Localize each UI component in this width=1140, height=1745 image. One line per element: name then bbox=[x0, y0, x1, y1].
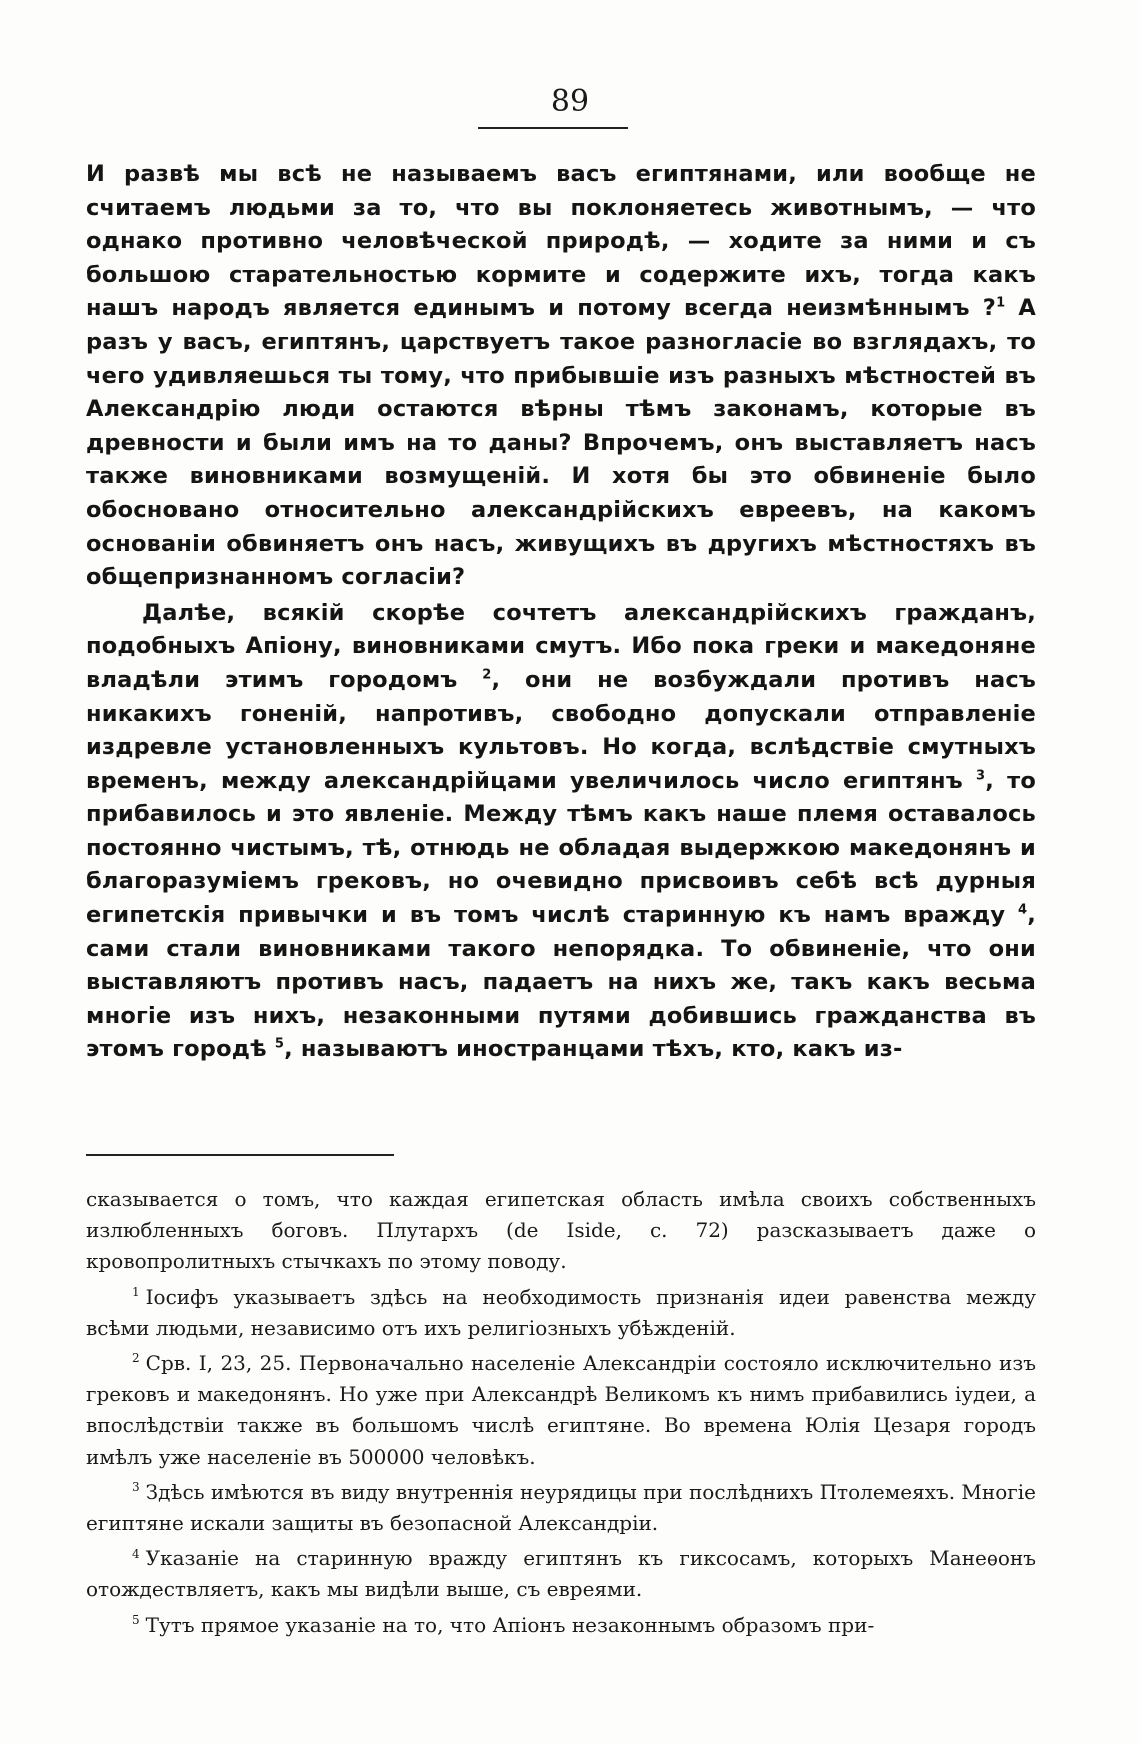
paragraph-2 bbox=[86, 597, 1036, 1067]
footnote-ref-2: 2 bbox=[482, 667, 492, 683]
footnote-ref-3: 3 bbox=[976, 768, 986, 784]
page-number: 89 bbox=[550, 84, 590, 119]
footnote-ref-1: 1 bbox=[996, 295, 1006, 311]
footnote-text: Тутъ прямое указаніе на то, что Апіонъ незаконнымъ образомъ при- bbox=[145, 1612, 875, 1637]
paragraph-1-part-a: И развѣ мы всѣ не называемъ васъ египтянами, или вообще не считаемъ людьми за то, что вы поклоняетесь животнымъ, — что однако противно человѣческой природѣ, — ходите за ними и съ большою старательностью кормите и содержите ихъ, тогда какъ нашъ народъ является единымъ и потому всегда неизмѣннымъ ? bbox=[86, 161, 1036, 322]
paragraph-2-part-e: , называютъ иностранцами тѣхъ, кто, какъ из- bbox=[284, 1036, 903, 1063]
footnote-continuation: сказывается о томъ, что каждая египетская область имѣла своихъ собственныхъ излюбленныхъ боговъ. Плутархъ (de Iside, c. 72) разсказываетъ даже о кровопролитныхъ стычкахъ по этому поводу. bbox=[86, 1187, 1036, 1274]
footnote-mark: 3 bbox=[132, 1480, 140, 1495]
footnote-mark: 5 bbox=[132, 1612, 140, 1627]
footnote-2 bbox=[86, 1348, 1036, 1473]
footnote-mark: 1 bbox=[132, 1284, 140, 1299]
footnote-ref-4: 4 bbox=[1018, 902, 1028, 918]
footnote-1 bbox=[86, 1282, 1036, 1344]
paragraph-1-part-b: А разъ у васъ, египтянъ, царствуетъ такое разногласіе во взглядахъ, то чего удивляешься ты тому, что прибывшіе изъ разныхъ мѣстностей въ Александрію люди остаются вѣрны тѣмъ законамъ, которые въ древности и были имъ на то даны? Впрочемъ, онъ выставляетъ насъ также виновниками возмущеній. И хотя бы это обвиненіе было обосновано относительно александрійскихъ евреевъ, на какомъ основаніи обвиняетъ онъ насъ, живущихъ въ другихъ мѣстностяхъ въ общепризнанномъ согласіи? bbox=[86, 295, 1036, 591]
footnote-rule bbox=[86, 1154, 394, 1156]
paragraph-2-part-b: , они не возбуждали противъ насъ никакихъ гоненій, напротивъ, свободно допускали отправленіе издревле установленныхъ культовъ. Но когда, вслѣдствіе смутныхъ временъ, между александрійцами увеличилось число египтянъ bbox=[86, 666, 1036, 794]
paragraph-1 bbox=[86, 158, 1036, 595]
footnote-mark: 2 bbox=[132, 1351, 140, 1366]
footnote-text: Здѣсь имѣются въ виду внутреннія неурядицы при послѣднихъ Птолемеяхъ. Многіе египтяне искали защиты въ безопасной Александріи. bbox=[86, 1479, 1036, 1536]
page-number-rule bbox=[478, 127, 628, 129]
footnote-ref-5: 5 bbox=[274, 1036, 285, 1052]
footnote-text: Іосифъ указываетъ здѣсь на необходимость признанія идеи равенства между всѣми людьми, независимо отъ ихъ религіозныхъ убѣжденій. bbox=[86, 1284, 1036, 1340]
paragraph-2-part-d: , сами стали виновниками такого непорядка. То обвиненіе, что они выставляютъ противъ насъ, падаетъ на нихъ же, такъ какъ весьма многіе изъ нихъ, незаконными путями добившись гражданства въ этомъ городѣ bbox=[86, 902, 1036, 1063]
footnotes bbox=[86, 1184, 1036, 1645]
footnote-text: Срв. I, 23, 25. Первоначально населеніе Александріи состояло исключительно изъ грековъ и македонянъ. Но уже при Александрѣ Великомъ къ нимъ прибавились іудеи, а впослѣдствіи также въ большомъ числѣ египтяне. Во времена Юлія Цезаря городъ имѣлъ уже населеніе въ 500000 человѣкъ. bbox=[86, 1351, 1036, 1469]
footnote-mark: 4 bbox=[132, 1546, 140, 1561]
footnote-5 bbox=[86, 1610, 1036, 1641]
footnote-4 bbox=[86, 1543, 1036, 1605]
main-text bbox=[86, 158, 1036, 1067]
paragraph-2-part-a: Далѣе, всякій скорѣе сочтетъ александрійскихъ гражданъ, подобныхъ Апіону, виновниками смутъ. Ибо пока греки и македоняне владѣли этимъ городомъ bbox=[86, 599, 1036, 693]
paragraph-2-part-c: , то прибавилось и это явленіе. Между тѣмъ какъ наше племя оставалось постоянно чистымъ, тѣ, отнюдь не обладая выдержкою македонянъ и благоразуміемъ грековъ, но очевидно присвоивъ себѣ всѣ дурныя египетскія привычки и въ томъ числѣ старинную къ намъ вражду bbox=[86, 767, 1036, 929]
footnote-text: Указаніе на старинную вражду египтянъ къ гиксосамъ, которыхъ Манеѳонъ отождествляетъ, какъ мы видѣли выше, съ евреями. bbox=[86, 1546, 1036, 1602]
footnote-3 bbox=[86, 1477, 1036, 1539]
